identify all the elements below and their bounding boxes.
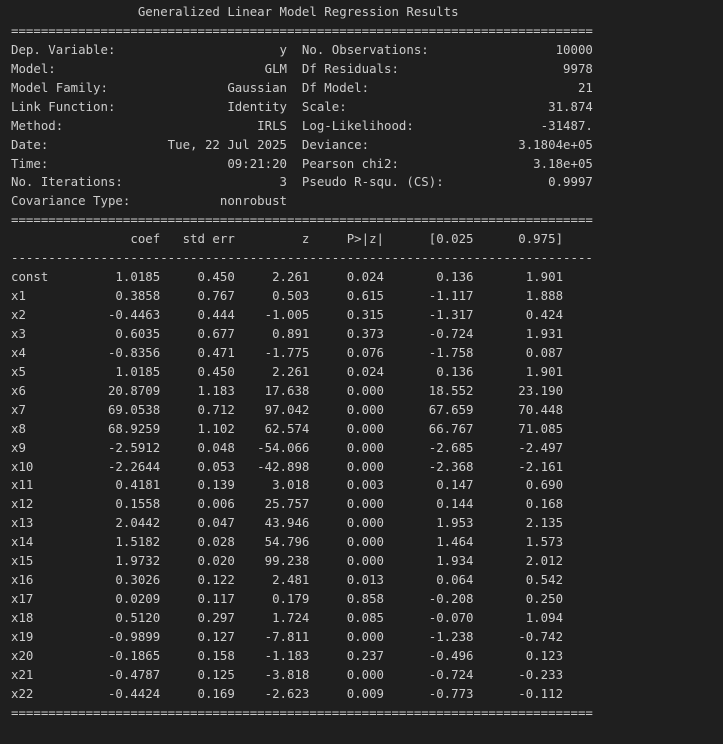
info-row: Covariance Type: nonrobust	[11, 193, 302, 209]
coef-table-row: const 1.0185 0.450 2.261 0.024 0.136 1.901	[11, 269, 564, 285]
coef-table-row: x2 -0.4463 0.444 -1.005 0.315 -1.317 0.424	[11, 307, 564, 322]
info-row: Time: 09:21:20 Pearson chi2: 3.18e+05	[11, 155, 593, 171]
coef-table-row: x19 -0.9899 0.127 -7.811 0.000 -1.238 -0.742	[11, 628, 564, 644]
info-row: No. Iterations: 3 Pseudo R-squ. (CS): 0.9997	[11, 174, 593, 190]
regression-summary-output	[11, 3, 593, 723]
coef-table-row: x20 -0.1865 0.158 -1.183 0.237 -0.496 0.123	[11, 647, 564, 663]
summary-title: Generalized Linear Model Regression Results	[11, 4, 459, 19]
coef-table-row: x13 2.0442 0.047 43.946 0.000 1.953 2.135	[11, 515, 564, 531]
coef-table-row: x21 -0.4787 0.125 -3.818 0.000 -0.724 -0.233	[11, 666, 564, 682]
separator-double: ==============================================================================	[11, 212, 593, 228]
coef-table-row: x12 0.1558 0.006 25.757 0.000 0.144 0.168	[11, 496, 564, 512]
coef-table-row: x9 -2.5912 0.048 -54.066 0.000 -2.685 -2.497	[11, 439, 564, 455]
coef-table-row: x5 1.0185 0.450 2.261 0.024 0.136 1.901	[11, 363, 564, 379]
separator-single: ------------------------------------------------------------------------------	[11, 250, 593, 266]
info-row: Model: GLM Df Residuals: 9978	[11, 60, 593, 76]
coef-table-row: x18 0.5120 0.297 1.724 0.085 -0.070 1.094	[11, 610, 564, 625]
coef-table-row: x11 0.4181 0.139 3.018 0.003 0.147 0.690	[11, 477, 564, 493]
coef-table-row: x10 -2.2644 0.053 -42.898 0.000 -2.368 -2.161	[11, 458, 564, 474]
coef-table-row: x7 69.0538 0.712 97.042 0.000 67.659 70.448	[11, 401, 564, 417]
coef-table-row: x4 -0.8356 0.471 -1.775 0.076 -1.758 0.087	[11, 344, 564, 360]
coef-table-row: x17 0.0209 0.117 0.179 0.858 -0.208 0.250	[11, 591, 564, 607]
info-row: Dep. Variable: y No. Observations: 10000	[11, 41, 593, 57]
separator-double: ==============================================================================	[11, 704, 593, 720]
info-row: Date: Tue, 22 Jul 2025 Deviance: 3.1804e+05	[11, 136, 593, 152]
coef-table-header: coef std err z P>|z| [0.025 0.975]	[11, 231, 564, 247]
info-row: Link Function: Identity Scale: 31.874	[11, 98, 593, 114]
coef-table-row: x15 1.9732 0.020 99.238 0.000 1.934 2.012	[11, 553, 564, 569]
coef-table-row: x22 -0.4424 0.169 -2.623 0.009 -0.773 -0.112	[11, 685, 564, 701]
info-row: Method: IRLS Log-Likelihood: -31487.	[11, 117, 593, 133]
coef-table-row: x14 1.5182 0.028 54.796 0.000 1.464 1.573	[11, 534, 564, 550]
info-row: Model Family: Gaussian Df Model: 21	[11, 79, 593, 95]
coef-table-row: x3 0.6035 0.677 0.891 0.373 -0.724 1.931	[11, 325, 564, 341]
coef-table-row: x1 0.3858 0.767 0.503 0.615 -1.117 1.888	[11, 288, 564, 304]
coef-table-row: x8 68.9259 1.102 62.574 0.000 66.767 71.085	[11, 420, 564, 436]
separator-double: ==============================================================================	[11, 22, 593, 38]
coef-table-row: x6 20.8709 1.183 17.638 0.000 18.552 23.190	[11, 382, 564, 398]
coef-table-row: x16 0.3026 0.122 2.481 0.013 0.064 0.542	[11, 572, 564, 588]
